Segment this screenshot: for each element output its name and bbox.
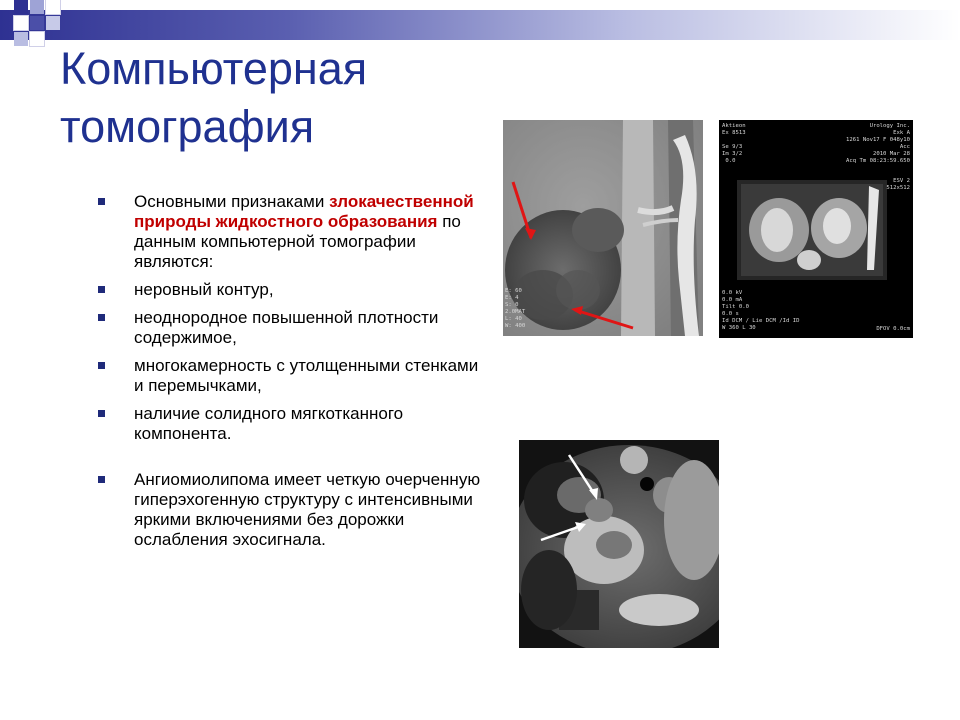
square-bullet-icon: [98, 476, 105, 483]
decor-square: [46, 0, 60, 14]
bullet-text: неоднородное повышенной плотности содержимое,: [134, 308, 439, 347]
ct-axial-contrast-graphic: [519, 440, 719, 648]
monitor-label-mid-right: ESV 2 512x512: [886, 178, 910, 191]
ct-coronal-graphic: [503, 120, 703, 336]
bullet-list: [96, 192, 486, 558]
decor-square: [46, 16, 60, 30]
monitor-label-top-left: Aktieon Ex 8513 Se 9/3 Im 3/2 0.0: [722, 123, 746, 164]
ct-axial-contrast-image: [519, 440, 719, 648]
bullet-text: многокамерность с утолщенными стенками и перемычками,: [134, 356, 479, 395]
bullet-prefix: Основными признаками: [134, 192, 330, 211]
square-bullet-icon: [98, 362, 105, 369]
list-item: [96, 356, 486, 396]
square-bullet-icon: [98, 410, 105, 417]
decor-square: [30, 32, 44, 46]
bullet-emphasis: злокачественной природы жидкостного образования: [134, 192, 474, 231]
ct-axial-monitor-image: [719, 120, 913, 338]
list-item: [96, 308, 486, 348]
slide-title: [60, 40, 480, 156]
list-item: [96, 470, 486, 550]
bullet-text: наличие солидного мягкотканного компонента.: [134, 404, 404, 443]
ct-coronal-image: [503, 120, 703, 336]
decor-square: [30, 16, 44, 30]
square-bullet-icon: [98, 198, 105, 205]
decor-square: [14, 16, 28, 30]
monitor-label-top-right: Urology Inc. Exk A 1261 Nov17 F 048y10 Acc 2010 Mar 28 Acq Tm 08:23:59.650: [846, 123, 910, 164]
list-item: [96, 280, 486, 300]
monitor-label-bottom-left: 0.0 kV 0.0 mA Tilt 0.0 0.0 s Id DCM / Lie DCM /Id ID W 360 L 30: [722, 290, 800, 331]
title-line-1: Компьютерная: [60, 43, 368, 94]
title-line-2: томография: [60, 101, 315, 152]
square-bullet-icon: [98, 286, 105, 293]
ct-coronal-labels: Е: 60 E: 4 S: 0 2.0MAT L: 40 W: 400: [505, 288, 526, 329]
list-item: [96, 192, 486, 272]
decor-square: [30, 0, 44, 14]
monitor-label-bottom-right: DFOV 0.0cm: [876, 326, 910, 332]
header-gradient-band: [0, 10, 960, 40]
decor-square: [14, 32, 28, 46]
bullet-suffix: по данным компьютерной томографии являются:: [134, 212, 461, 271]
square-bullet-icon: [98, 314, 105, 321]
decor-square: [14, 0, 28, 14]
bullet-text: Ангиомиолипома имеет четкую очерченную гиперэхогенную структуру с интенсивными яркими включениями без дорожки ослабления эхосигнала.: [134, 470, 481, 549]
list-item: [96, 404, 486, 444]
bullet-text: неровный контур,: [134, 280, 274, 299]
